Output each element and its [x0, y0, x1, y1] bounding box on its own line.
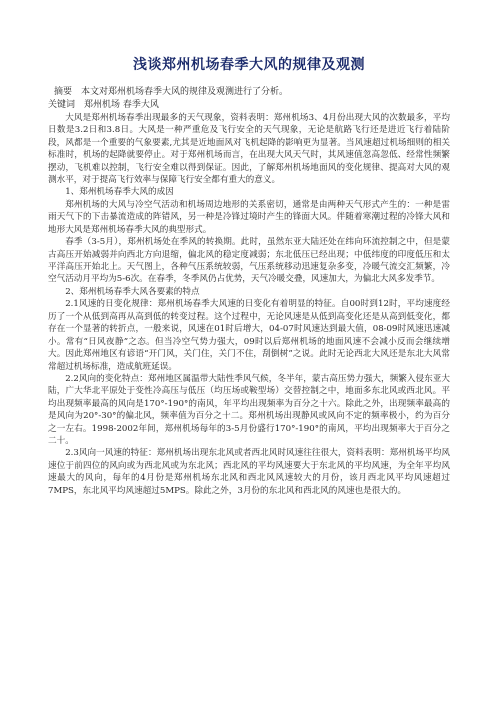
body-paragraph: 春季（3-5月），郑州机场处在季风的转换期。此时，虽然东亚大陆还处在纬向环流控制之中，但是蒙古高压开始减弱并向西北方向退缩，偏北风的稳定度减弱；东北低压已经出现；中低纬度的印度低压和太平洋高压开始北上。天气图上，各种气压系统较弱，气压系统移动迅速复杂多变，冷暖气流交汇频繁，冷空气活动月平均为5-6次。在春季，冬季风仍占优势，天气冷暖交叠，风速加大，为偏北大风多发季节。 [48, 237, 450, 285]
body-paragraph: 大风是郑州机场春季出现最多的天气现象，资料表明：郑州机场3、4月份出现大风的次数最多，平均日数是3.2日和3.8日。大风是一种严重危及飞行安全的天气现象，无论是航路飞行还是进近飞行着陆阶段，风都是一个重要的气象要素,尤其是近地面风对飞机起降的影响更为显著。当风速超过机场细则的相关标准时，机场的起降就要停止。对于郑州机场而言，在出现大风天气时，其风速值忽高忽低、经常性频繁摆动，飞机难以控制，飞行安全难以得到保证。因此，了解郑州机场地面风的变化规律、提高对大风的观测水平，对于提高飞行效率与保障飞行安全都有重大的意义。 [48, 113, 450, 186]
body-paragraph: 2.2风向的变化特点：郑州地区属温带大陆性季风气候，冬半年，蒙古高压势力强大，频繁入侵东亚大陆，广大华北平原处于变性冷高压与低压（均压场或鞍型场）交替控制之中，地面多东北风或西北风。平均出现频率最高的风向是170°-190°的南风，年平均出现频率为百分之十六。除此之外，出现频率最高的是风向为20°-30°的偏北风，频率值为百分之十二。郑州机场出现静风或风向不定的频率极小，约为百分之一左右。1998-2002年间，郑州机场每年的3-5月份盛行170°-190°的南风，平均出现频率大于百分之二十。 [48, 373, 450, 446]
section-heading: 1、郑州机场春季大风的成因 [65, 187, 174, 198]
abstract: 摘要 本文对郑州机场春季大风的规律及观测进行了分析。 [54, 87, 289, 97]
body-paragraph: 2.1风速的日变化规律：郑州机场春季大风速的日变化有着明显的特征。自00时到12时，平均速度经历了一个从低到高再从高到低的转变过程。这个过程中，无论风速是从低到高变化还是从高到低变化，都存在一个显著的转折点，一般来说，风速在01时后增大，04-07时风速达到最大值，08-09时风速迅速减小。常有“日风夜静”之态。但当冷空气势力强大，09时以后郑州机场的地面风速不会减小反而会继续增大。因此郑州地区有谚语“开门风，关门住，关门不住，刮倒树”之说。此时无论西北大风还是东北大风常常超过机场标准，造成航班延误。 [48, 299, 450, 372]
body-paragraph: 2.3风向一风速的特征：郑州机场出现东北风或者西北风时风速往往很大，资料表明：郑州机场平均风速位于前四位的风向或为西北风或为东北风；西北风的平均风速要大于东北风的平均风速，为全年平均风速最大的风向，每年的4月份是郑州机场东北风和西北风风速较大的月份，该月西北风平均风速超过7MPS，东北风平均风速超过5MPS。除此之外，3月份的东北风和西北风的风速也是很大的。 [48, 448, 450, 496]
page-title: 浅谈郑州机场春季大风的规律及观测 [133, 57, 365, 73]
keywords: 关键词 郑州机场 春季大风 [48, 100, 159, 110]
section-heading: 2、郑州机场春季大风各要素的特点 [65, 286, 200, 297]
body-paragraph: 郑州机场的大风与冷空气活动和机场周边地形的关系密切，通常是由两种天气形式产生的：一种是雷雨天气下的下击暴流造成的阵错风，另一种是冷锋过境时产生的锋面大风。伴随着寒潮过程的冷锋大风和地形大风是郑州机场春季大风的典型形式。 [48, 200, 450, 235]
